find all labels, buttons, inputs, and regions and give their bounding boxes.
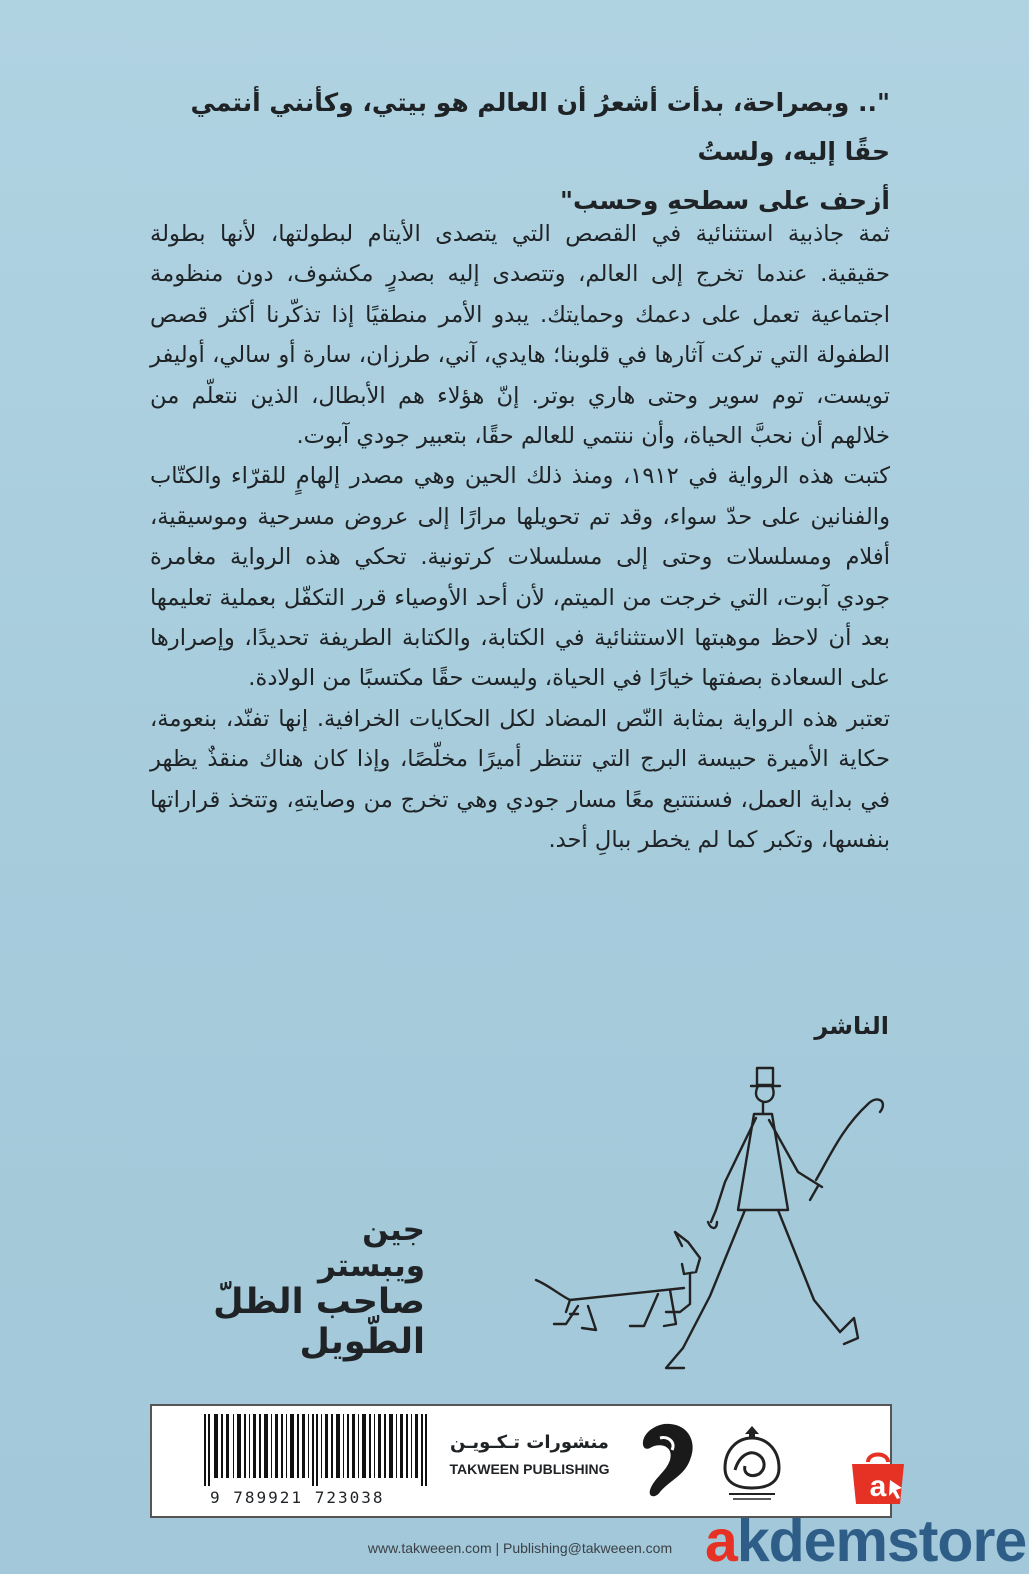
publisher-signature: الناشر	[814, 1012, 889, 1040]
publisher-panel	[150, 1404, 892, 1518]
publisher-seal-icon	[717, 1424, 787, 1504]
quote-line-2: أزحف على سطحهِ وحسب"	[559, 186, 890, 215]
badge-letter: a	[869, 1470, 887, 1503]
walking-man-and-dog-illustration	[470, 1050, 900, 1410]
author-name: جين ويبستر	[317, 1212, 425, 1284]
synopsis-paragraph-2: كتبت هذه الرواية في ١٩١٢، ومنذ ذلك الحين وهي مصدر إلهامٍ للقرّاء والكتّاب والفنانين على حدّ سواء، وقد تم تحويلها مرارًا إلى عروض مسرحية وموسيقية، أفلام ومسلسلات وحتى إلى مسلسلات كرتونية. تحكي هذه الرواية مغامرة جودي آبوت، التي خرجت من الميتم، لأن أحد الأوصياء قرر التكفّل بعملية تعليمها بعد أن لاحظ موهبتها الاستثنائية في الكتابة، والكتابة الطريفة تحديدًا، وإصرارها على السعادة بصفتها خيارًا في الحياة، وليست حقًا مكتسبًا من الولادة.	[150, 463, 890, 692]
store-watermark	[705, 1508, 1026, 1574]
publisher-name-english: TAKWEEN PUBLISHING	[449, 1461, 610, 1477]
synopsis-paragraph-1: ثمة جاذبية استثنائية في القصص التي يتصدى الأيتام لبطولتها، لأنها بطولة حقيقية. عندما تخرج إلى العالم، وتتصدى إليه بصدرٍ مكشوف، دون منظومة اجتماعية تعمل على دعمك وحمايتك. يبدو الأمر منطقيًا إذا تذكّرنا أكثر قصص الطفولة التي تركت آثارها في قلوبنا؛ هايدي، آني، طرزان، سارة أو سالي، أوليفر تويست، توم سوير وحتى هاري بوتر. إنّ هؤلاء هم الأبطال، الذين نتعلّم من خلالهم أن نحبَّ الحياة، وأن ننتمي للعالم حقًا، بتعبير جودي آبوت.	[150, 221, 890, 450]
shopping-bag-icon	[846, 1446, 910, 1506]
isbn-number: 9 789921 723038	[210, 1488, 385, 1507]
synopsis	[150, 214, 890, 861]
store-watermark-rest: kdemstore	[736, 1508, 1027, 1574]
book-title: صاحب الظلّ الطّويل	[213, 1282, 425, 1362]
store-watermark-prefix: a	[705, 1508, 737, 1574]
takween-logo-icon	[630, 1420, 702, 1502]
publisher-name-arabic: منشورات تـكـويـن	[450, 1432, 609, 1453]
quote-line-1: ".. وبصراحة، بدأت أشعرُ أن العالم هو بيتي، وكأنني أنتمي حقًا إليه، ولستُ	[190, 88, 890, 166]
publisher-contact: www.takweeen.com | Publishing@takweeen.com	[367, 1540, 673, 1556]
barcode	[202, 1414, 432, 1486]
opening-quote	[150, 78, 890, 225]
synopsis-paragraph-3: تعتبر هذه الرواية بمثابة النّص المضاد لكل الحكايات الخرافية. إنها تفنّد، بنعومة، حكاية الأميرة حبيسة البرج التي تنتظر أميرًا مخلّصًا، وإذا كان هناك منقذٌ يظهر في بداية العمل، فسنتتبع معًا مسار جودي وهي تخرج من وصايتهِ، وتتخذ قراراتها بنفسها، وتكبر كما لم يخطر ببالِ أحد.	[150, 705, 890, 854]
